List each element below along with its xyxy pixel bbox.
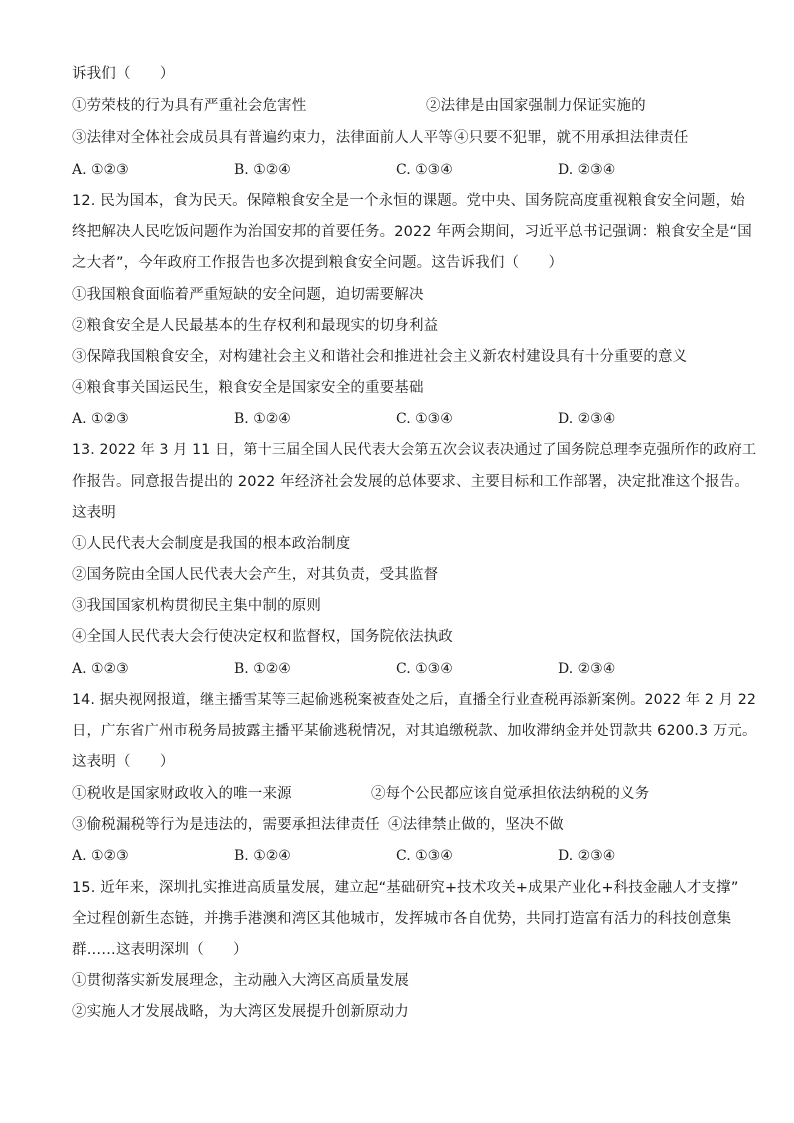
q14-stem-line2: 日，广东省广州市税务局披露主播平某偷逃税情况，对其追缴税款、加收滞纳金并处罚款共 6200.3 万元。 bbox=[72, 723, 757, 739]
q12-choice-d[interactable]: D. ②③④ bbox=[558, 411, 616, 427]
q13-option-1: ①人民代表大会制度是我国的根本政治制度 bbox=[72, 536, 351, 552]
q14-choice-c[interactable]: C. ①③④ bbox=[396, 848, 453, 864]
q12-choice-c[interactable]: C. ①③④ bbox=[396, 411, 453, 427]
q12-stem-line3: 之大者”，今年政府工作报告也多次提到粮食安全问题。这告诉我们（ ） bbox=[72, 255, 564, 271]
q14-stem-line3: 这表明（ ） bbox=[72, 754, 175, 770]
q12-option-2: ②粮食安全是人民最基本的生存权利和最现实的切身利益 bbox=[72, 318, 439, 334]
q12-stem-line2: 终把解决人民吃饭问题作为治国安邦的首要任务。2022 年两会期间，习近平总书记强调：粮食安全是“国 bbox=[72, 224, 752, 240]
q12-choices bbox=[72, 409, 712, 429]
q11-choice-a[interactable]: A. ①②③ bbox=[72, 162, 129, 178]
q15-option-1: ①贯彻落实新发展理念，主动融入大湾区高质量发展 bbox=[72, 973, 409, 989]
q14-choices bbox=[72, 846, 712, 866]
q14-option-2: ②每个公民都应该自觉承担依法纳税的义务 bbox=[371, 786, 650, 802]
q15-stem-line2: 全过程创新生态链，并携手港澳和湾区其他城市，发挥城市各自优势，共同打造富有活力的科技创意集 bbox=[72, 911, 732, 927]
q13-stem-line2: 作报告。同意报告提出的 2022 年经济社会发展的总体要求、主要目标和工作部署，决定批准这个报告。 bbox=[72, 474, 749, 490]
q14-choice-a[interactable]: A. ①②③ bbox=[72, 848, 129, 864]
q11-choice-b[interactable]: B. ①②④ bbox=[234, 162, 291, 178]
q13-choice-a[interactable]: A. ①②③ bbox=[72, 661, 129, 677]
q15-stem-line1: 15. 近年来，深圳扎实推进高质量发展，建立起“基础研究+技术攻关+成果产业化+科技金融人才支撑” bbox=[72, 880, 739, 896]
q12-option-1: ①我国粮食面临着严重短缺的安全问题，迫切需要解决 bbox=[72, 287, 424, 303]
q11-choices bbox=[72, 160, 712, 180]
q14-stem-line1: 14. 据央视网报道，继主播雪某等三起偷逃税案被查处之后，直播全行业查税再添新案例。2022 年 2 月 22 bbox=[72, 692, 757, 708]
q14-choice-b[interactable]: B. ①②④ bbox=[234, 848, 291, 864]
q13-choices bbox=[72, 659, 712, 679]
q13-choice-c[interactable]: C. ①③④ bbox=[396, 661, 453, 677]
q11-choice-d[interactable]: D. ②③④ bbox=[558, 162, 616, 178]
q14-options-row2 bbox=[72, 815, 712, 835]
q13-stem-line3: 这表明 bbox=[72, 505, 116, 521]
q13-choice-b[interactable]: B. ①②④ bbox=[234, 661, 291, 677]
q14-option-1: ①税收是国家财政收入的唯一来源 bbox=[72, 786, 292, 802]
q14-option-4: ④法律禁止做的，坚决不做 bbox=[388, 817, 564, 833]
q12-choice-b[interactable]: B. ①②④ bbox=[234, 411, 291, 427]
q11-stem-tail: 诉我们（ ） bbox=[72, 66, 175, 82]
q12-choice-a[interactable]: A. ①②③ bbox=[72, 411, 129, 427]
q13-choice-d[interactable]: D. ②③④ bbox=[558, 661, 616, 677]
q14-choice-d[interactable]: D. ②③④ bbox=[558, 848, 616, 864]
q11-option-2: ②法律是由国家强制力保证实施的 bbox=[426, 98, 646, 114]
q14-option-3: ③偷税漏税等行为是违法的，需要承担法律责任 bbox=[72, 817, 380, 833]
q11-options-row2 bbox=[72, 128, 712, 148]
q13-option-3: ③我国国家机构贯彻民主集中制的原则 bbox=[72, 598, 322, 614]
q15-option-2: ②实施人才发展战略，为大湾区发展提升创新原动力 bbox=[72, 1004, 409, 1020]
q11-option-1: ①劳荣枝的行为具有严重社会危害性 bbox=[72, 98, 307, 114]
q14-options-row1 bbox=[72, 784, 712, 804]
q15-stem-line3: 群……这表明深圳（ ） bbox=[72, 942, 248, 958]
q11-choice-c[interactable]: C. ①③④ bbox=[396, 162, 453, 178]
q13-option-4: ④全国人民代表大会行使决定权和监督权，国务院依法执政 bbox=[72, 629, 453, 645]
q11-options-row1 bbox=[72, 96, 712, 116]
q12-option-4: ④粮食事关国运民生，粮食安全是国家安全的重要基础 bbox=[72, 380, 424, 396]
q12-option-3: ③保障我国粮食安全，对构建社会主义和谐社会和推进社会主义新农村建设具有十分重要的意义 bbox=[72, 349, 688, 365]
q11-option-4: ④只要不犯罪，就不用承担法律责任 bbox=[454, 130, 689, 146]
q12-stem-line1: 12. 民为国本，食为民天。保障粮食安全是一个永恒的课题。党中央、国务院高度重视粮食安全问题，始 bbox=[72, 193, 745, 209]
q11-option-3: ③法律对全体社会成员具有普遍约束力，法律面前人人平等 bbox=[72, 130, 453, 146]
q13-option-2: ②国务院由全国人民代表大会产生，对其负责，受其监督 bbox=[72, 567, 439, 583]
q13-stem-line1: 13. 2022 年 3 月 11 日，第十三届全国人民代表大会第五次会议表决通过了国务院总理李克强所作的政府工 bbox=[72, 442, 757, 458]
